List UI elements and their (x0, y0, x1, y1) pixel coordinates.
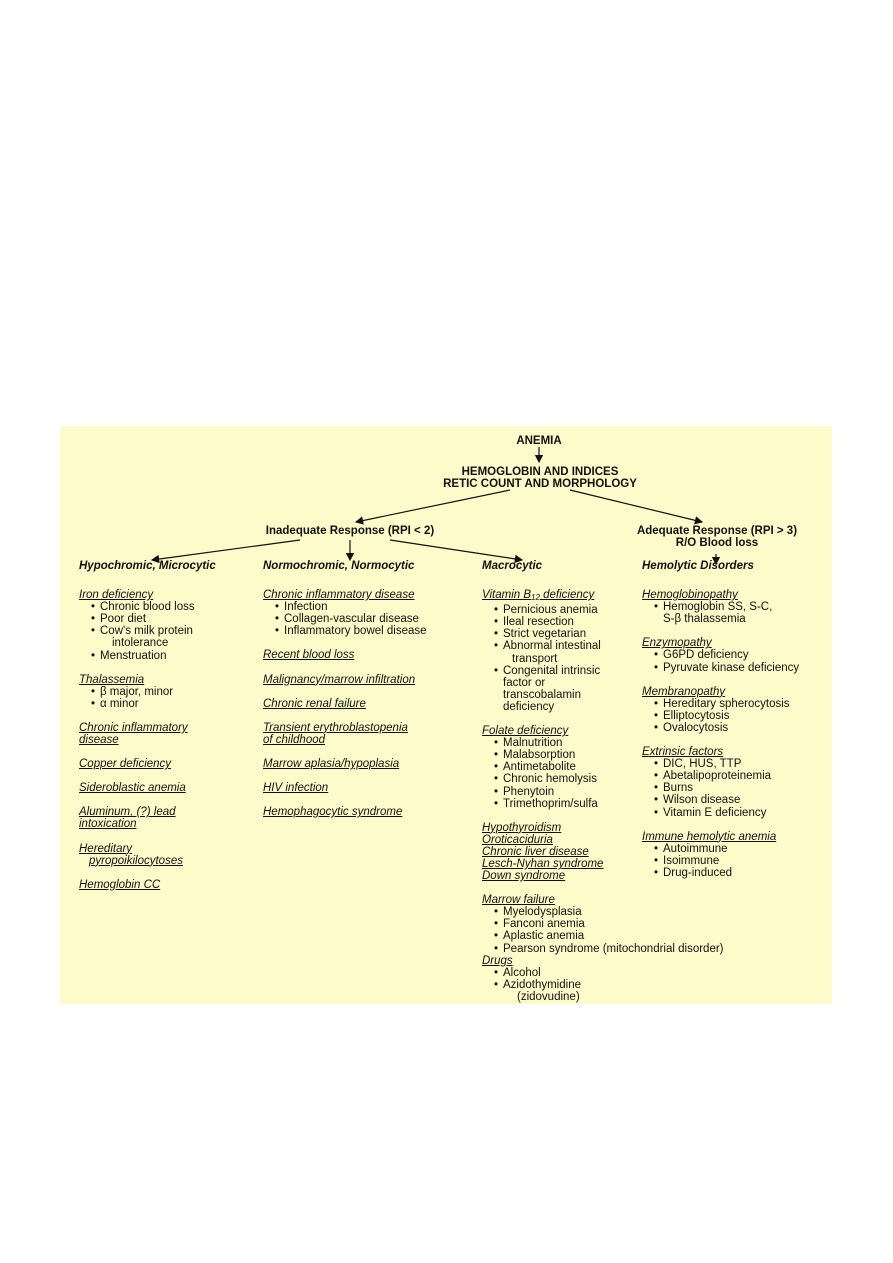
hemophagocytic-group (263, 806, 478, 818)
iron-deficiency-group (79, 589, 264, 662)
title-line: Transient erythroblastopenia (263, 721, 408, 734)
chronic-liver-disease-title: Chronic liver disease (482, 845, 589, 858)
list-item-continuation: (zidovudine) (517, 990, 580, 1003)
list-item-continuation: intolerance (112, 637, 169, 650)
list-item-continuation: S-β thalassemia (663, 613, 746, 626)
drugs-group (482, 955, 772, 1003)
list-item: • Pearson syndrome (mitochondrial disorder) (494, 943, 772, 955)
hypochromic-title: Hypochromic, Microcytic (79, 560, 216, 572)
list-item: • Poor diet (91, 613, 264, 625)
chronic-inflammatory-title (79, 722, 264, 746)
chronic-inflammatory-group (79, 722, 264, 746)
arrow-to-inadequate (356, 490, 510, 522)
hemolytic-title: Hemolytic Disorders (642, 560, 754, 572)
hypochromic-column (79, 560, 264, 903)
list-item: • Aplastic anemia (494, 930, 772, 942)
list-item-text: • Hemoglobin SS, S-C, (663, 601, 773, 614)
list-item: • G6PD deficiency (654, 649, 828, 661)
list-item: • Chronic blood loss (91, 601, 264, 613)
thalassemia-group (79, 674, 264, 710)
hypothyroidism-title: Hypothyroidism (482, 821, 562, 834)
transient-erythroblastopenia-title (263, 722, 478, 746)
macrocytic-title: Macrocytic (482, 560, 543, 572)
inadequate-response-node: Inadequate Response (RPI < 2) (265, 525, 435, 537)
b12-title-pre: Vitamin B (482, 589, 532, 602)
oroticaciduria-title: Oroticaciduria (482, 833, 553, 846)
list-item: • Pyruvate kinase deficiency (654, 662, 828, 674)
title-line: Chronic inflammatory (79, 721, 188, 734)
chronic-inflammatory-disease-group (263, 589, 478, 637)
list-item: • Malnutrition (494, 737, 772, 749)
chronic-inflammatory-disease-title: Chronic inflammatory disease (263, 589, 415, 602)
arrow-to-macrocytic (390, 540, 522, 560)
list-item (91, 625, 264, 649)
list-item: • Drug-induced (654, 867, 828, 879)
list-item-continuation: deficiency (503, 700, 555, 713)
title-line: disease (79, 734, 119, 747)
hemophagocytic-title: Hemophagocytic syndrome (263, 806, 403, 819)
indices-line2: RETIC COUNT AND MORPHOLOGY (443, 478, 637, 490)
arrow-to-hypochromic (152, 540, 300, 560)
membranopathy-title: Membranopathy (642, 685, 726, 698)
aluminum-group (79, 806, 264, 830)
list-item: • Myelodysplasia (494, 906, 772, 918)
list-item-text: • Congenital intrinsic (503, 664, 601, 677)
hemoglobinopathy-group (642, 589, 828, 625)
malignancy-group (263, 674, 478, 686)
marrow-failure-title: Marrow failure (482, 894, 555, 907)
list-item: • Antimetabolite (494, 761, 772, 773)
immune-hemolytic-group (642, 831, 828, 879)
list-item-text: • Cow's milk protein (100, 625, 193, 638)
indices-line1: HEMOGLOBIN AND INDICES (461, 466, 619, 478)
list-item: • Hereditary spherocytosis (654, 698, 828, 710)
list-item: • Fanconi anemia (494, 918, 772, 930)
b12-title-post: deficiency (539, 589, 595, 602)
list-item: • Chronic hemolysis (494, 773, 772, 785)
list-item: • Alcohol (494, 967, 772, 979)
list-item: • Inflammatory bowel disease (275, 625, 478, 637)
hemoglobinopathy-title: Hemoglobinopathy (642, 589, 738, 602)
normochromic-column (263, 560, 478, 830)
hiv-infection-group (263, 782, 478, 794)
list-item: • Isoimmune (654, 855, 828, 867)
list-item: • Infection (275, 601, 478, 613)
marrow-failure-group (482, 894, 772, 954)
hemoglobin-cc-group (79, 879, 264, 891)
recent-blood-loss-group (263, 649, 478, 661)
list-item: • Ovalocytosis (654, 722, 828, 734)
hemolytic-column (642, 560, 828, 891)
marrow-aplasia-group (263, 758, 478, 770)
malignancy-title: Malignancy/marrow infiltration (263, 673, 416, 686)
lesch-nyhan-title: Lesch-Nyhan syndrome (482, 857, 604, 870)
title-line: Aluminum, (?) lead (79, 806, 176, 819)
list-item (494, 979, 772, 1003)
enzymopathy-title: Enzymopathy (642, 637, 712, 650)
adequate-response-node (614, 525, 820, 549)
hiv-infection-title: HIV infection (263, 782, 329, 795)
list-item: • Autoimmune (654, 843, 828, 855)
anemia-title: ANEMIA (516, 435, 562, 447)
title-line: pyropoikilocytoses (89, 854, 183, 867)
enzymopathy-group (642, 637, 828, 673)
extrinsic-factors-title: Extrinsic factors (642, 746, 724, 759)
sideroblastic-title: Sideroblastic anemia (79, 782, 186, 795)
list-item: • Malabsorption (494, 749, 772, 761)
adequate-line2: R/O Blood loss (675, 537, 759, 549)
aluminum-title (79, 806, 264, 830)
list-item: • Trimethoprim/sulfa (494, 798, 772, 810)
list-item: • Vitamin E deficiency (654, 807, 828, 819)
membranopathy-group (642, 686, 828, 734)
title-line: Hereditary (79, 842, 133, 855)
list-item: • Wilson disease (654, 794, 828, 806)
copper-deficiency-title: Copper deficiency (79, 758, 172, 771)
iron-deficiency-title: Iron deficiency (79, 589, 154, 602)
list-item: • Collagen-vascular disease (275, 613, 478, 625)
list-item: • DIC, HUS, TTP (654, 758, 828, 770)
list-item: • Menstruation (91, 650, 264, 662)
anemia-flowchart (60, 426, 832, 1004)
list-item (654, 601, 828, 625)
hereditary-group (79, 843, 264, 867)
recent-blood-loss-title: Recent blood loss (263, 649, 355, 662)
sideroblastic-group (79, 782, 264, 794)
list-item: • Burns (654, 782, 828, 794)
transient-erythroblastopenia-group (263, 722, 478, 746)
list-item-continuation: transport (512, 652, 558, 665)
list-item: • Elliptocytosis (654, 710, 828, 722)
normochromic-title: Normochromic, Normocytic (263, 560, 415, 572)
list-item-text: • Azidothymidine (503, 978, 581, 991)
folate-deficiency-title: Folate deficiency (482, 725, 569, 738)
list-item: • Strict vegetarian (494, 628, 772, 640)
title-line: of childhood (263, 733, 326, 746)
chronic-renal-failure-title: Chronic renal failure (263, 697, 366, 710)
drugs-title: Drugs (482, 954, 513, 967)
indices-node (390, 466, 690, 490)
hereditary-title (79, 843, 264, 867)
list-item: • Phenytoin (494, 786, 772, 798)
list-item: • Abetalipoproteinemia (654, 770, 828, 782)
extrinsic-factors-group (642, 746, 828, 819)
marrow-aplasia-title: Marrow aplasia/hypoplasia (263, 757, 400, 770)
down-syndrome-title: Down syndrome (482, 870, 566, 883)
b12-title-sub: 12 (531, 593, 540, 603)
hemoglobin-cc-title: Hemoglobin CC (79, 878, 161, 891)
immune-hemolytic-title: Immune hemolytic anemia (642, 830, 777, 843)
list-item-text: • Abnormal intestinal (503, 640, 601, 653)
list-item-continuation: factor or (503, 676, 546, 689)
list-item: • β major, minor (91, 686, 264, 698)
copper-deficiency-group (79, 758, 264, 770)
title-line: intoxication (79, 818, 137, 831)
adequate-line1: Adequate Response (RPI > 3) (636, 525, 798, 537)
list-item-continuation: transcobalamin (503, 688, 581, 701)
chronic-renal-failure-group (263, 698, 478, 710)
arrow-to-adequate (570, 490, 702, 522)
list-item: • α minor (91, 698, 264, 710)
list-item: • Ileal resection (494, 616, 772, 628)
list-item: • Pernicious anemia (494, 604, 772, 616)
thalassemia-title: Thalassemia (79, 673, 145, 686)
